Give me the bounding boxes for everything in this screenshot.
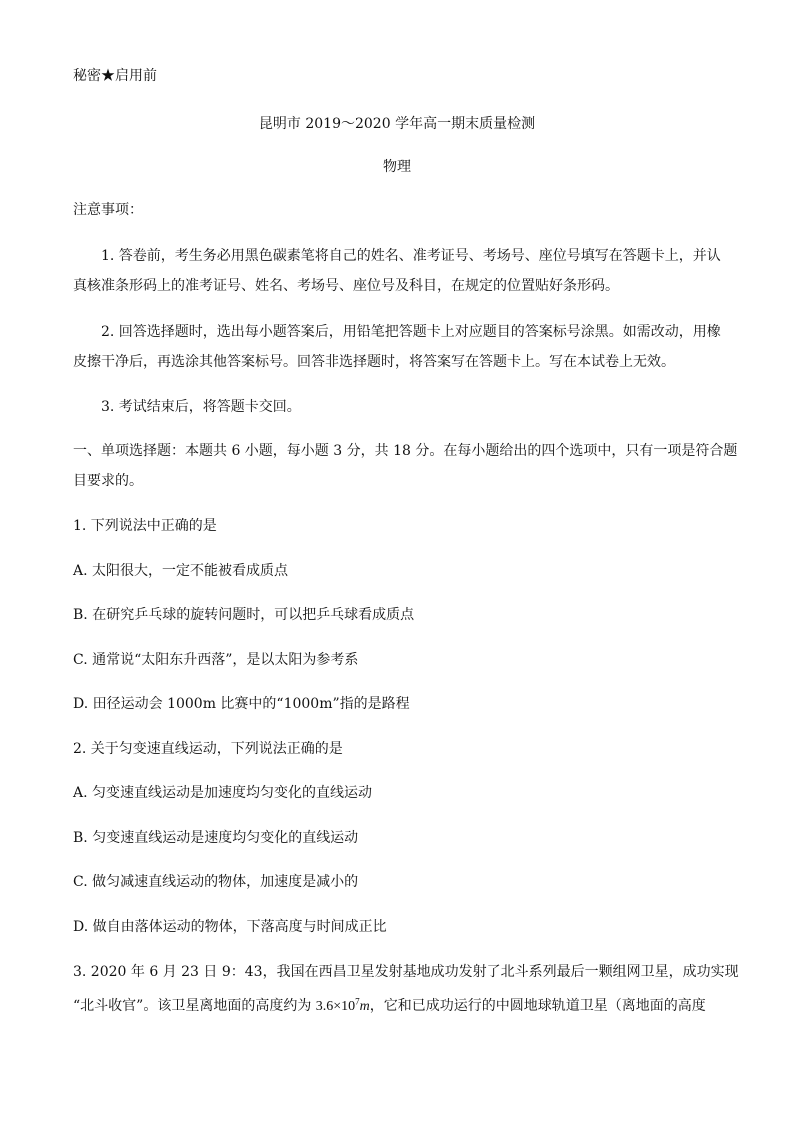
question-3-line-1: 3. 2020 年 6 月 23 日 9：43，我国在西昌卫星发射基地成功发射了北斗系列最后一颗组网卫星，成功实现 [73, 964, 739, 980]
question-2-option-c: C. 做匀减速直线运动的物体，加速度是减小的 [73, 874, 359, 890]
question-1-option-d: D. 田径运动会 1000m 比赛中的“1000m”指的是路程 [73, 696, 410, 712]
question-1-option-b: B. 在研究乒乓球的旋转问题时，可以把乒乓球看成质点 [73, 607, 415, 623]
notice-item-1-line-1: 1. 答卷前，考生务必用黑色碳素笔将自己的姓名、准考证号、考场号、座位号填写在答题卡上，并认 [101, 248, 721, 264]
question-1-option-c: C. 通常说“太阳东升西落”，是以太阳为参考系 [73, 652, 359, 668]
notice-item-1-line-2: 真核准条形码上的准考证号、姓名、考场号、座位号及科目，在规定的位置贴好条形码。 [73, 278, 619, 294]
altitude-unit: m [359, 999, 370, 1014]
subject-title: 物理 [383, 159, 411, 175]
question-1-option-a: A. 太阳很大，一定不能被看成质点 [73, 563, 289, 579]
question-2-stem: 2. 关于匀变速直线运动，下列说法正确的是 [73, 741, 343, 757]
altitude-exponent: 7 [355, 996, 360, 1007]
question-3-line-2 [73, 996, 706, 1017]
question-3-line-2-tail: ，它和已成功运行的中圆地球轨道卫星（离地面的高度 [369, 998, 706, 1014]
altitude-value: 3.6×10 [315, 999, 356, 1014]
notice-item-2-line-1: 2. 回答选择题时，选出每小题答案后，用铅笔把答题卡上对应题目的答案标号涂黑。如需改动，用橡 [101, 324, 721, 340]
question-2-option-a: A. 匀变速直线运动是加速度均匀变化的直线运动 [73, 785, 373, 801]
section-1-heading-line-2: 目要求的。 [73, 473, 143, 489]
question-2-option-d: D. 做自由落体运动的物体，下落高度与时间成正比 [73, 919, 387, 935]
question-3-line-2-lead: “北斗收官”。该卫星离地面的高度约为 [73, 998, 316, 1014]
notice-item-2-line-2: 皮擦干净后，再选涂其他答案标号。回答非选择题时，将答案写在答题卡上。写在本试卷上无效。 [73, 354, 675, 370]
notice-item-3: 3. 考试结束后，将答题卡交回。 [101, 399, 301, 415]
secret-mark: 秘密★启用前 [73, 68, 157, 84]
notice-heading: 注意事项： [73, 202, 143, 218]
section-1-heading-line-1: 一、单项选择题：本题共 6 小题，每小题 3 分，共 18 分。在每小题给出的四个选项中，只有一项是符合题 [73, 443, 738, 459]
question-2-option-b: B. 匀变速直线运动是速度均匀变化的直线运动 [73, 830, 359, 846]
question-1-stem: 1. 下列说法中正确的是 [73, 518, 217, 534]
exam-title: 昆明市 2019～2020 学年高一期末质量检测 [258, 116, 536, 132]
